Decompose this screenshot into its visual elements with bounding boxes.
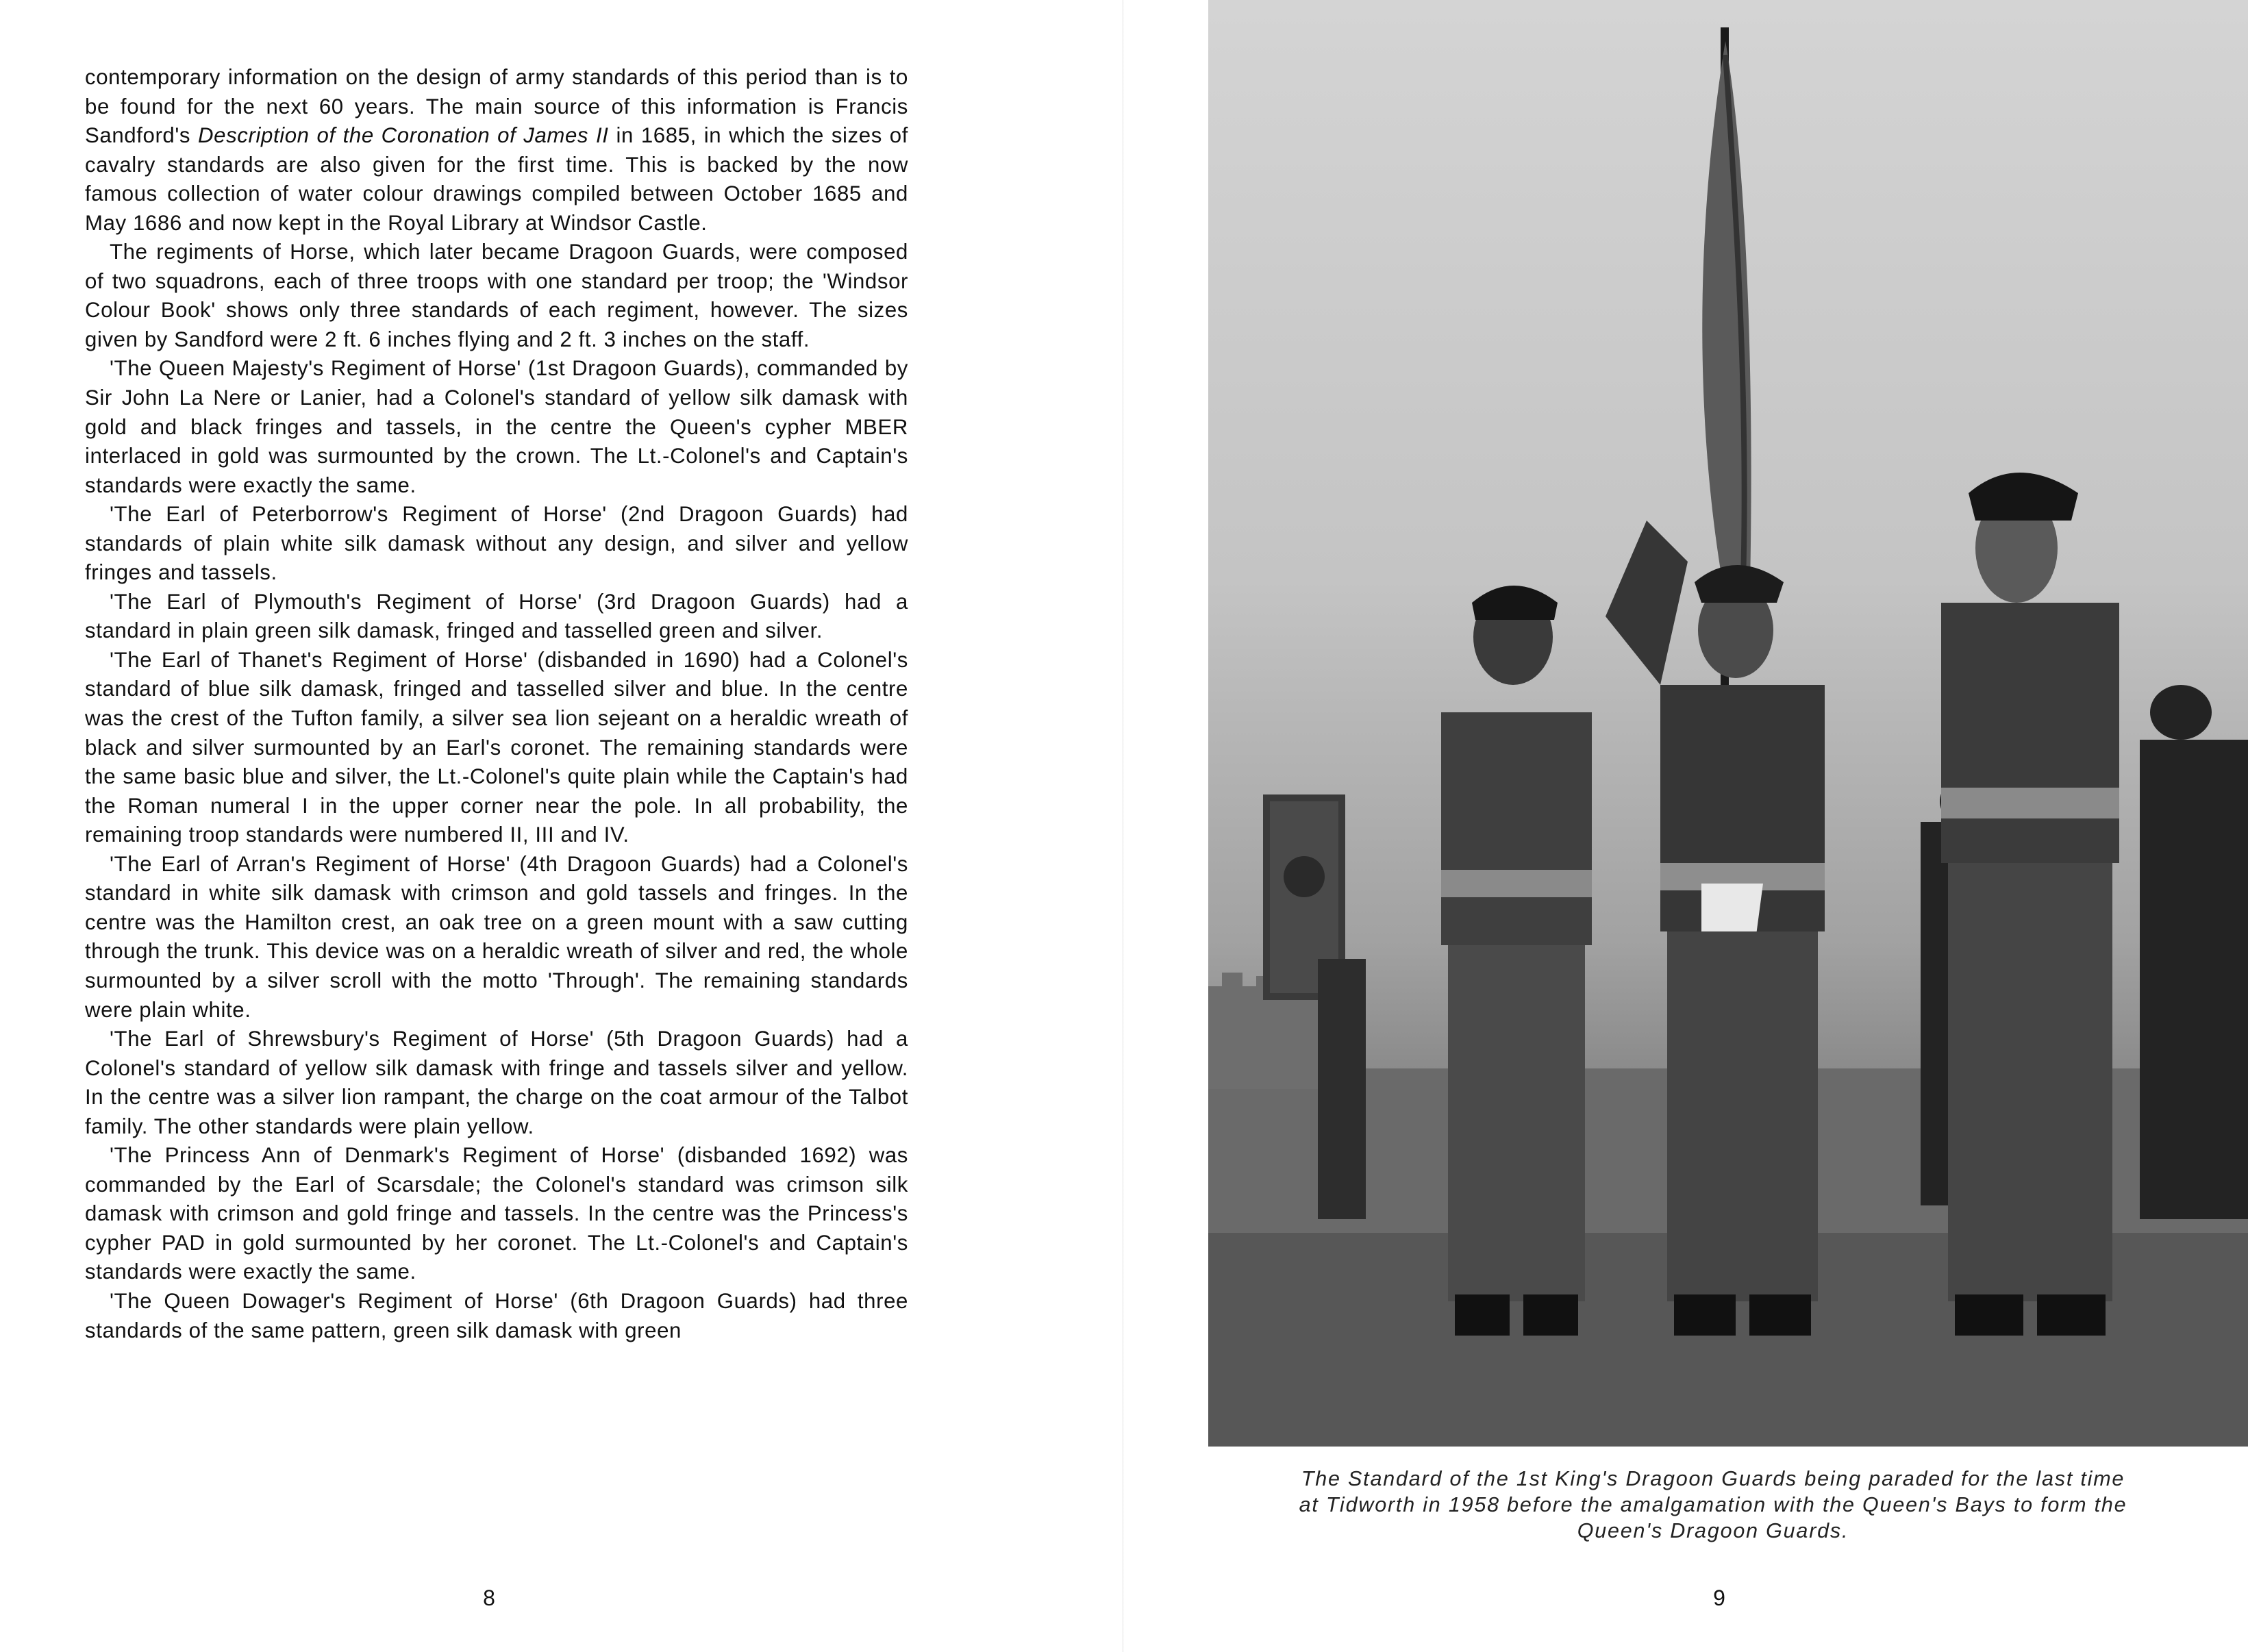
paragraph-10: 'The Queen Dowager's Regiment of Horse' (6th Dragoon Guards) had three standards of the same pattern, green silk damask with green <box>85 1288 908 1342</box>
paragraph-1-start: contemporary information on the design of army standards of this period than is to be found for the next 60 years. The main source of this information is Francis Sandford's <box>85 65 908 148</box>
paragraph-4: 'The Earl of Peterborrow's Regiment of Horse' (2nd Dragoon Guards) had standards of plain white silk damask without any design, and silver and yellow fringes and tassels. <box>85 502 908 585</box>
paragraph-8: 'The Earl of Shrewsbury's Regiment of Horse' (5th Dragoon Guards) had a Colonel's standard of yellow silk damask with fringe and tassels silver and yellow. In the centre was a silver lion rampant, the charge on the coat armour of the Talbot family. The other standards were plain yellow. <box>85 1027 908 1138</box>
page-number-left: 8 <box>483 1586 495 1610</box>
paragraph-3: 'The Queen Majesty's Regiment of Horse' (1st Dragoon Guards), commanded by Sir John La Nere or Lanier, had a Colonel's standard of yellow silk damask with gold and black fringes and tassels, in the centre the Queen's cypher MBER interlaced in gold was surmounted by the crown. The Lt.-Colonel's and Captain's standards were exactly the same. <box>85 356 908 497</box>
photo-caption: The Standard of the 1st King's Dragoon Guards being paraded for the last time at Tidworth in 1958 before the amalgamation with the Queen's Bays to form the Queen's Dragoon Guards. <box>1299 1467 2127 1542</box>
right-page <box>1123 0 2248 1652</box>
book-title-italic: Description of the Coronation of James II <box>198 123 609 148</box>
paragraph-6: 'The Earl of Thanet's Regiment of Horse' (disbanded in 1690) had a Colonel's standard of blue silk damask, fringed and tasselled silver and blue. In the centre was the crest of the Tufton family, a silver sea lion sejeant on a heraldic wreath of black and silver surmounted by an Earl's coronet. The remaining standards were the same basic blue and silver, the Lt.-Colonel's quite plain while the Captain's had the Roman numeral I in the upper corner near the pole. In all probability, the remaining troop standards were numbered II, III and IV. <box>85 647 908 847</box>
soldier-left <box>1441 586 1592 1336</box>
soldier-right <box>1941 473 2119 1336</box>
paragraph-2: The regiments of Horse, which later became Dragoon Guards, were composed of two squadrons, each of three troops with one standard per troop; the 'Windsor Colour Book' shows only three standards of each regiment, however. The sizes given by Sandford were 2 ft. 6 inches flying and 2 ft. 3 inches on the staff. <box>85 240 908 351</box>
paragraph-1 <box>85 63 908 238</box>
body-text <box>85 63 908 1345</box>
paragraph-9: 'The Princess Ann of Denmark's Regiment of Horse' (disbanded 1692) was commanded by the Earl of Scarsdale; the Colonel's standard was crimson silk damask with crimson and gold fringe and tassels. In the centre was the Princess's cypher PAD in gold surmounted by her coronet. The Lt.-Colonel's and Captain's standards were exactly the same. <box>85 1143 908 1284</box>
left-page <box>0 0 1123 1652</box>
photo-illustration <box>1208 0 2248 1447</box>
parade-photograph <box>1208 0 2248 1447</box>
page-number-right: 9 <box>1713 1586 1725 1610</box>
paragraph-1-end: in 1685, in which the sizes of cavalry standards are also given for the first time. This is backed by the now famous collection of water colour drawings compiled between October 1685 and May 1686 and now kept in the Royal Library at Windsor Castle. <box>85 123 908 235</box>
paragraph-5: 'The Earl of Plymouth's Regiment of Horse' (3rd Dragoon Guards) had a standard in plain green silk damask, fringed and tasselled green and silver. <box>85 589 908 643</box>
paragraph-7: 'The Earl of Arran's Regiment of Horse' (4th Dragoon Guards) had a Colonel's standard in white silk damask with crimson and gold tassels and fringes. In the centre was the Hamilton crest, an oak tree on a green mount with a saw cutting through the trunk. This device was on a heraldic wreath of silver and red, the whole surmounted by a silver scroll with the motto 'Through'. The remaining standards were plain white. <box>85 851 908 1022</box>
